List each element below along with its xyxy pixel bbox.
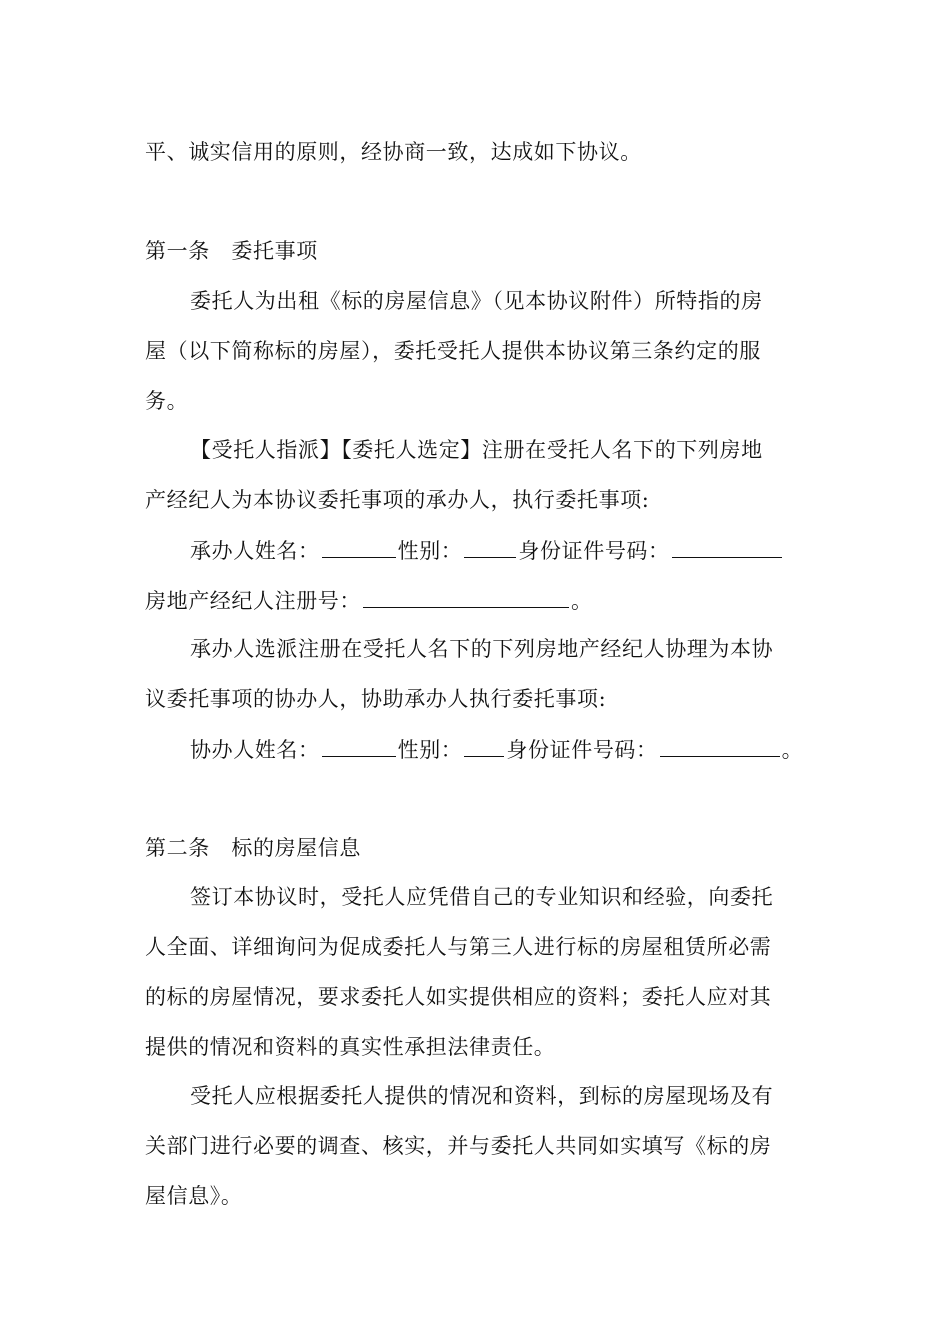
- assistant-gender-blank[interactable]: [464, 736, 504, 757]
- article-2-paragraph-2-line-2: 关部门进行必要的调查、核实，并与委托人共同如实填写《标的房: [145, 1134, 772, 1158]
- assistant-id-label: 身份证件号码：: [506, 738, 658, 762]
- assistant-name-label: 协办人姓名：: [190, 738, 320, 762]
- assistant-name-blank[interactable]: [322, 736, 396, 757]
- article-2-paragraph-2-line-3: 屋信息》。: [145, 1184, 243, 1208]
- article-1-paragraph-1-line-3: 务。: [145, 389, 189, 413]
- agent-id-label: 身份证件号码：: [518, 539, 670, 563]
- article-1-paragraph-3-line-1: 承办人选派注册在受托人名下的下列房地产经纪人协理为本协: [190, 637, 774, 661]
- article-1-paragraph-1-line-1: 委托人为出租《标的房屋信息》（见本协议附件）所特指的房: [190, 289, 763, 313]
- article-1-paragraph-1-line-2: 屋（以下简称标的房屋），委托受托人提供本协议第三条约定的服: [145, 339, 761, 363]
- assistant-line-end: 。: [781, 738, 804, 762]
- article-2-paragraph-1-line-3: 的标的房屋情况，要求委托人如实提供相应的资料；委托人应对其: [145, 985, 772, 1009]
- agent-registration-blank[interactable]: [363, 587, 569, 608]
- article-1-heading: 第一条 委托事项: [145, 239, 318, 263]
- article-2-paragraph-2-line-1: 受托人应根据委托人提供的情况和资料，到标的房屋现场及有: [190, 1084, 774, 1108]
- agent-registration-line: [145, 587, 593, 614]
- agent-gender-label: 性别：: [397, 539, 463, 563]
- agent-fields-line: [190, 537, 784, 564]
- agent-id-blank[interactable]: [672, 537, 782, 558]
- agent-gender-blank[interactable]: [464, 537, 516, 558]
- agent-registration-end: 。: [571, 589, 593, 613]
- article-1-paragraph-2-line-2: 产经纪人为本协议委托事项的承办人，执行委托事项:: [145, 488, 650, 512]
- agent-registration-label: 房地产经纪人注册号：: [145, 589, 361, 613]
- agent-name-blank[interactable]: [322, 537, 396, 558]
- article-2-paragraph-1-line-1: 签订本协议时，受托人应凭借自己的专业知识和经验，向委托: [190, 885, 774, 909]
- article-2-paragraph-1-line-2: 人全面、详细询问为促成委托人与第三人进行标的房屋租赁所必需: [145, 935, 772, 959]
- article-2-heading: 第二条 标的房屋信息: [145, 836, 361, 860]
- assistant-gender-label: 性别：: [397, 738, 463, 762]
- assistant-id-blank[interactable]: [660, 736, 780, 757]
- intro-line: 平、诚实信用的原则，经协商一致，达成如下协议。: [145, 140, 642, 164]
- assistant-fields-line: [190, 736, 803, 763]
- article-1-paragraph-3-line-2: 议委托事项的协办人，协助承办人执行委托事项:: [145, 687, 607, 711]
- article-1-paragraph-2-line-1: 【受托人指派】【委托人选定】注册在受托人名下的下列房地: [190, 438, 763, 462]
- article-2-paragraph-1-line-4: 提供的情况和资料的真实性承担法律责任。: [145, 1035, 556, 1059]
- agent-name-label: 承办人姓名：: [190, 539, 320, 563]
